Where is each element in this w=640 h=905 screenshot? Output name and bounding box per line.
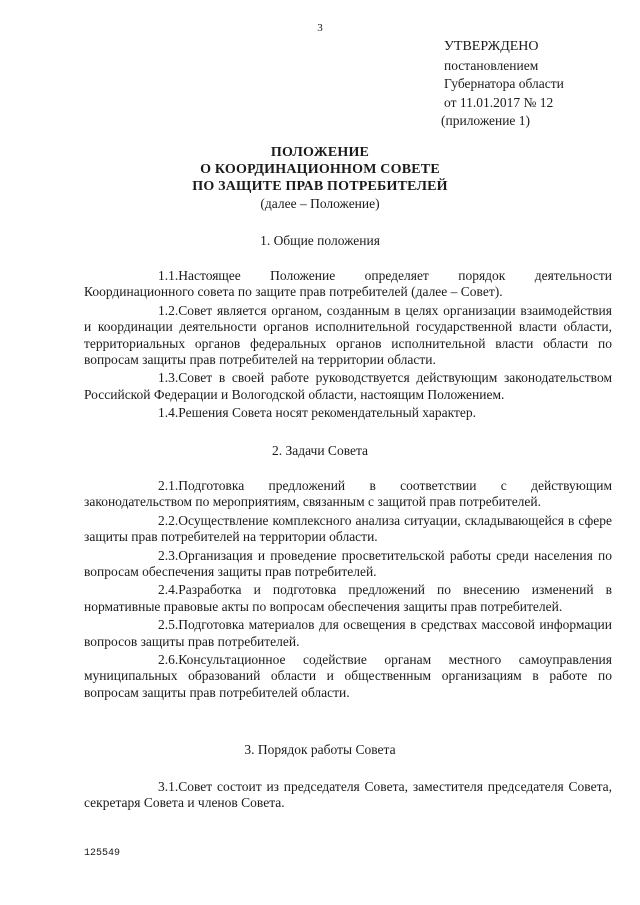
approval-line: Губернатора области bbox=[444, 76, 564, 91]
approval-line: от 11.01.2017 № 12 bbox=[444, 94, 554, 110]
clause: 1.3.Совет в своей работе руководствуется действующим законодательством Российской Федерации и Вологодской области, настоящим Положением. bbox=[84, 370, 612, 402]
document-code: 125549 bbox=[84, 848, 121, 859]
clause: 1.1.Настоящее Положение определяет порядок деятельности Координационного совета по защите прав потребителей (далее – Совет). bbox=[84, 268, 612, 300]
clause: 1.4.Решения Совета носят рекомендательный характер. bbox=[158, 405, 477, 421]
section-heading: 1. Общие положения bbox=[260, 233, 380, 248]
title-line: ПОЛОЖЕНИЕ bbox=[270, 145, 370, 160]
clause: 2.1.Подготовка предложений в соответствии с действующим законодательством по мероприятиям, связанным с защитой прав потребителей. bbox=[84, 478, 612, 510]
document-title bbox=[0, 144, 640, 213]
approval-line: УТВЕРЖДЕНО bbox=[444, 39, 539, 54]
clause: 2.2.Осуществление комплексного анализа ситуации, складывающейся в сфере защиты прав потребителей на территории области. bbox=[84, 512, 612, 545]
title-line: ПО ЗАЩИТЕ ПРАВ ПОТРЕБИТЕЛЕЙ bbox=[192, 179, 448, 194]
approval-line: постановлением bbox=[444, 57, 539, 73]
clause: 2.3.Организация и проведение просветительской работы среди населения по вопросам обеспечения защиты прав потребителей. bbox=[84, 547, 612, 580]
section-body bbox=[84, 779, 612, 814]
clause: 2.4.Разработка и подготовка предложений по внесению изменений в нормативные правовые акты по вопросам обеспечения защиты прав потребителей. bbox=[84, 582, 612, 614]
section-body bbox=[84, 268, 612, 424]
clause: 1.2.Совет является органом, созданным в целях организации взаимодействия и координации деятельности органов исполнительной государственной власти области, территориальных органов федеральных органов исполнительной власти области по вопросам защиты прав потребителей на территории области. bbox=[84, 302, 612, 368]
clause: 3.1.Совет состоит из председателя Совета, заместителя председателя Совета, секретаря Совета и членов Совета. bbox=[84, 779, 612, 811]
clause: 2.6.Консультационное содействие органам местного самоуправления муниципальных образований области и общественным организациям в работе по вопросам защиты прав потребителей области. bbox=[84, 652, 612, 700]
section-heading: 3. Порядок работы Совета bbox=[244, 742, 396, 757]
section-body bbox=[84, 478, 612, 703]
title-subtitle: (далее – Положение) bbox=[260, 196, 380, 211]
section-heading: 2. Задачи Совета bbox=[271, 443, 369, 458]
title-line: О КООРДИНАЦИОННОМ СОВЕТЕ bbox=[200, 162, 440, 177]
clause: 2.5.Подготовка материалов для освещения в средствах массовой информации вопросов защиты прав потребителей. bbox=[84, 617, 612, 649]
page-number: 3 bbox=[317, 22, 323, 34]
approval-stamp bbox=[441, 38, 564, 131]
approval-line: (приложение 1) bbox=[441, 113, 531, 128]
